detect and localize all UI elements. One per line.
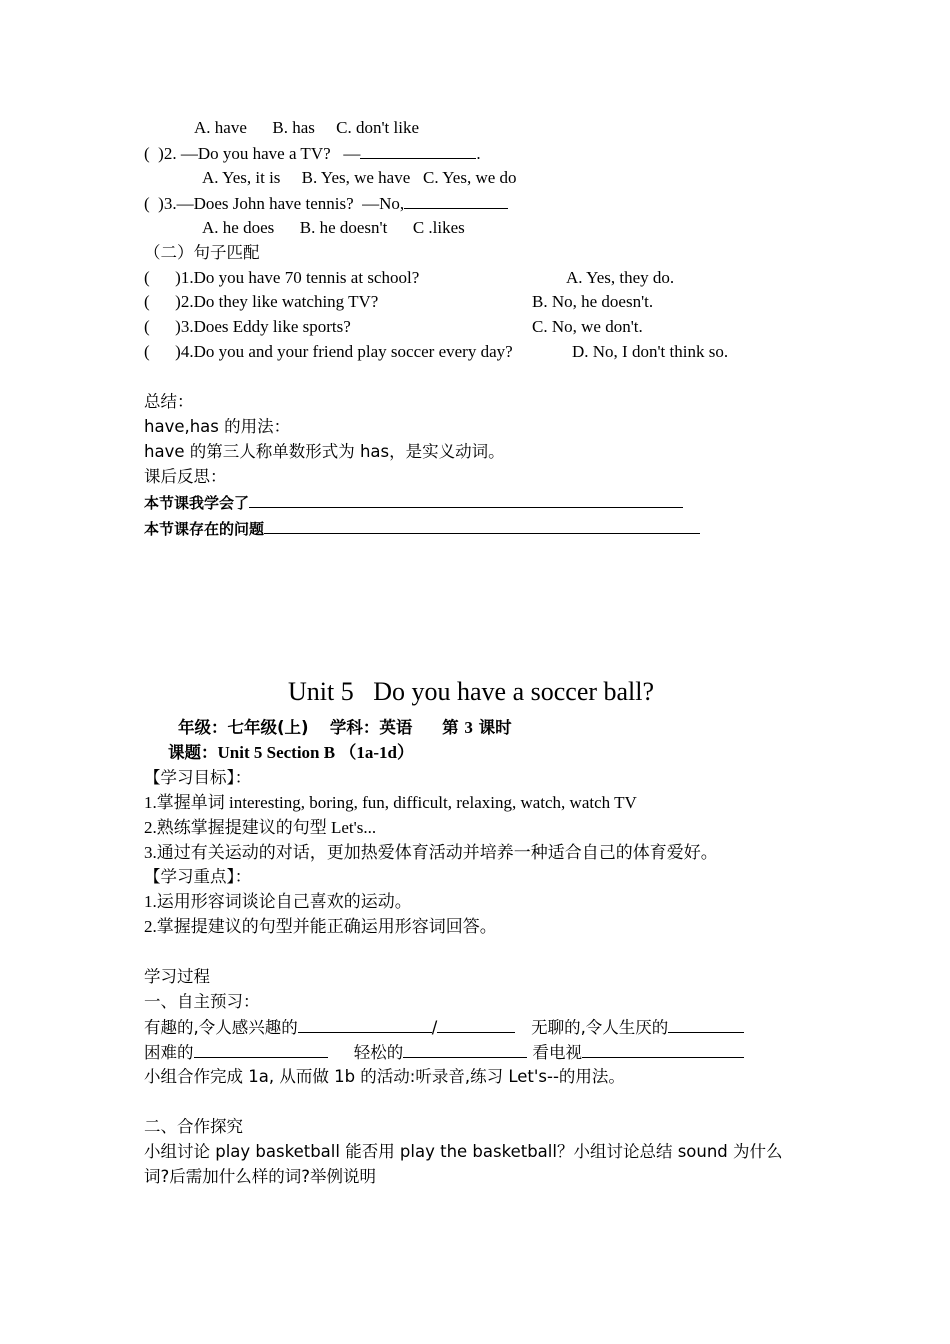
matching-row-2-question: ( )2.Do they like watching TV? bbox=[144, 292, 379, 311]
q3-prompt: ( )3.—Does John have tennis? —No, bbox=[144, 194, 405, 213]
grade-label: 年级： bbox=[178, 718, 228, 737]
matching-row-3-question: ( )3.Does Eddy like sports? bbox=[144, 317, 351, 336]
lesson-prefix: 第 bbox=[442, 718, 465, 737]
interesting-label: 有趣的,令人感兴趣的 bbox=[144, 1018, 298, 1037]
watch-tv-label: 看电视 bbox=[532, 1043, 582, 1062]
lesson-number: 3 bbox=[464, 718, 473, 737]
vocab-slash: / bbox=[431, 1018, 438, 1037]
vocab-line-2 bbox=[144, 1041, 744, 1064]
interesting-blank-2[interactable] bbox=[437, 1016, 515, 1033]
summary-usage-text: have 的第三人称单数形式为 has，是实义动词。 bbox=[144, 442, 505, 461]
learned-blank[interactable] bbox=[249, 491, 683, 508]
subject-label: 学科： bbox=[329, 718, 380, 737]
q1-options: A. have B. has C. don't like bbox=[194, 118, 419, 137]
learned-line bbox=[144, 491, 683, 514]
explore-heading: 二、合作探究 bbox=[144, 1117, 243, 1136]
relaxing-label: 轻松的 bbox=[353, 1043, 404, 1062]
watch-tv-blank[interactable] bbox=[582, 1041, 744, 1058]
vocab-line-1 bbox=[144, 1016, 744, 1039]
interesting-blank-1[interactable] bbox=[298, 1016, 432, 1033]
matching-row-4-question: ( )4.Do you and your friend play soccer every day? bbox=[144, 342, 513, 361]
preview-heading: 一、自主预习： bbox=[144, 992, 260, 1011]
topic-label: 课题： bbox=[168, 743, 218, 762]
q2-options: A. Yes, it is B. Yes, we have C. Yes, we do bbox=[202, 168, 517, 187]
matching-row-1-answer: A. Yes, they do. bbox=[566, 268, 675, 287]
matching-row-1-question: ( )1.Do you have 70 tennis at school? bbox=[144, 268, 420, 287]
subject-value: 英语 bbox=[379, 718, 413, 737]
lesson-suffix: 课时 bbox=[472, 718, 512, 737]
problems-blank[interactable] bbox=[264, 517, 700, 534]
q2-prompt: ( )2. —Do you have a TV? — bbox=[144, 144, 361, 163]
key-point-2: 2.掌握提建议的句型并能正确运用形容词回答。 bbox=[144, 917, 497, 936]
group-task: 小组合作完成 1a, 从而做 1b 的活动:听录音,练习 Let's--的用法。 bbox=[144, 1067, 625, 1086]
process-heading: 学习过程 bbox=[144, 967, 210, 986]
objective-2: 2.熟练掌握提建议的句型 Let's... bbox=[144, 818, 377, 837]
q2-answer-blank[interactable] bbox=[360, 142, 476, 159]
reflection-label: 课后反思： bbox=[144, 467, 227, 486]
topic-range: （1a-1d） bbox=[339, 743, 414, 762]
difficult-blank[interactable] bbox=[194, 1041, 328, 1058]
matching-row-2-answer: B. No, he doesn't. bbox=[532, 292, 654, 311]
matching-row-3-answer: C. No, we don't. bbox=[532, 317, 643, 336]
problems-label: 本节课存在的问题 bbox=[144, 520, 265, 538]
matching-row-4-answer: D. No, I don't think so. bbox=[572, 342, 729, 361]
objective-1: 1.掌握单词 interesting, boring, fun, difficult, relaxing, watch, watch TV bbox=[144, 793, 637, 812]
problems-line bbox=[144, 517, 700, 540]
q3-answer-blank[interactable] bbox=[404, 192, 508, 209]
key-points-heading: 【学习重点】： bbox=[144, 867, 252, 886]
boring-label: 无聊的,令人生厌的 bbox=[531, 1018, 669, 1037]
topic-en: Unit 5 Section B bbox=[217, 743, 340, 762]
key-point-1: 1.运用形容词谈论自己喜欢的运动。 bbox=[144, 892, 412, 911]
objectives-heading: 【学习目标】： bbox=[144, 768, 252, 787]
grade-value: 七年级(上) bbox=[227, 718, 309, 737]
summary-label: 总结： bbox=[144, 392, 194, 411]
relaxing-blank[interactable] bbox=[403, 1041, 527, 1058]
matching-heading: （二）句子匹配 bbox=[144, 243, 260, 262]
topic-line bbox=[168, 742, 414, 764]
objective-3: 3.通过有关运动的对话，更加热爱体育活动并培养一种适合自己的体育爱好。 bbox=[144, 843, 718, 862]
learned-label: 本节课我学会了 bbox=[144, 494, 250, 512]
grade-subject-line bbox=[178, 717, 512, 739]
summary-usage-title: have,has 的用法： bbox=[144, 417, 291, 436]
unit-title: Unit 5 Do you have a soccer ball? bbox=[288, 677, 655, 706]
q2-line bbox=[144, 142, 481, 165]
q3-options: A. he does B. he doesn't C .likes bbox=[202, 218, 465, 237]
explore-line-1: 小组讨论 play basketball 能否用 play the basketball？小组讨论总结 sound 为什么 bbox=[144, 1142, 783, 1161]
q3-line bbox=[144, 192, 508, 215]
difficult-label: 困难的 bbox=[144, 1043, 194, 1062]
boring-blank[interactable] bbox=[668, 1016, 744, 1033]
explore-line-2: 词?后需加什么样的词?举例说明 bbox=[144, 1167, 377, 1186]
q2-end: . bbox=[476, 144, 481, 163]
